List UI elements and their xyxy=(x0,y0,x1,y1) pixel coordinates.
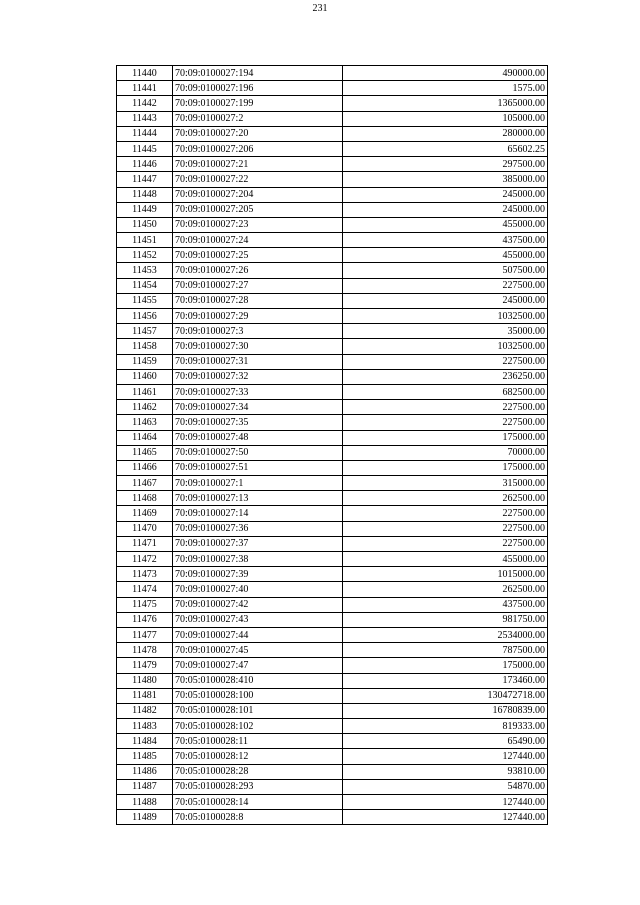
table-row xyxy=(117,567,548,582)
table-row xyxy=(117,263,548,278)
cadastral-number-cell: 70:05:0100028:12 xyxy=(173,749,343,764)
cadastral-value-cell: 65490.00 xyxy=(343,734,548,749)
row-number-cell: 11469 xyxy=(117,506,173,521)
cadastral-value-cell: 35000.00 xyxy=(343,324,548,339)
cadastral-value-cell: 455000.00 xyxy=(343,217,548,232)
table-row xyxy=(117,810,548,825)
row-number-cell: 11450 xyxy=(117,217,173,232)
row-number-cell: 11471 xyxy=(117,536,173,551)
cadastral-number-cell: 70:05:0100028:100 xyxy=(173,688,343,703)
row-number-cell: 11476 xyxy=(117,612,173,627)
row-number-cell: 11447 xyxy=(117,172,173,187)
cadastral-value-cell: 227500.00 xyxy=(343,415,548,430)
table-row xyxy=(117,521,548,536)
cadastral-value-cell: 65602.25 xyxy=(343,141,548,156)
table-row xyxy=(117,673,548,688)
table-row xyxy=(117,643,548,658)
cadastral-number-cell: 70:09:0100027:26 xyxy=(173,263,343,278)
row-number-cell: 11459 xyxy=(117,354,173,369)
cadastral-number-cell: 70:09:0100027:34 xyxy=(173,400,343,415)
row-number-cell: 11486 xyxy=(117,764,173,779)
cadastral-number-cell: 70:09:0100027:21 xyxy=(173,157,343,172)
cadastral-number-cell: 70:09:0100027:3 xyxy=(173,324,343,339)
row-number-cell: 11455 xyxy=(117,293,173,308)
row-number-cell: 11463 xyxy=(117,415,173,430)
cadastral-value-cell: 262500.00 xyxy=(343,491,548,506)
row-number-cell: 11484 xyxy=(117,734,173,749)
row-number-cell: 11487 xyxy=(117,779,173,794)
row-number-cell: 11480 xyxy=(117,673,173,688)
row-number-cell: 11485 xyxy=(117,749,173,764)
table-row xyxy=(117,506,548,521)
row-number-cell: 11441 xyxy=(117,81,173,96)
table-row xyxy=(117,491,548,506)
cadastral-number-cell: 70:09:0100027:42 xyxy=(173,597,343,612)
cadastral-value-cell: 682500.00 xyxy=(343,384,548,399)
cadastral-number-cell: 70:09:0100027:25 xyxy=(173,248,343,263)
cadastral-number-cell: 70:05:0100028:410 xyxy=(173,673,343,688)
cadastral-value-cell: 819333.00 xyxy=(343,719,548,734)
cadastral-value-cell: 93810.00 xyxy=(343,764,548,779)
cadastral-value-cell: 70000.00 xyxy=(343,445,548,460)
cadastral-value-cell: 2534000.00 xyxy=(343,627,548,642)
table-row xyxy=(117,126,548,141)
table-row xyxy=(117,536,548,551)
row-number-cell: 11445 xyxy=(117,141,173,156)
row-number-cell: 11473 xyxy=(117,567,173,582)
cadastral-value-cell: 297500.00 xyxy=(343,157,548,172)
cadastral-value-cell: 1575.00 xyxy=(343,81,548,96)
cadastral-number-cell: 70:09:0100027:33 xyxy=(173,384,343,399)
cadastral-value-cell: 437500.00 xyxy=(343,597,548,612)
cadastral-number-cell: 70:09:0100027:22 xyxy=(173,172,343,187)
cadastral-number-cell: 70:05:0100028:28 xyxy=(173,764,343,779)
table-row xyxy=(117,779,548,794)
row-number-cell: 11444 xyxy=(117,126,173,141)
row-number-cell: 11461 xyxy=(117,384,173,399)
cadastral-number-cell: 70:09:0100027:40 xyxy=(173,582,343,597)
cadastral-number-cell: 70:09:0100027:199 xyxy=(173,96,343,111)
row-number-cell: 11453 xyxy=(117,263,173,278)
cadastral-value-cell: 227500.00 xyxy=(343,536,548,551)
table-row xyxy=(117,202,548,217)
row-number-cell: 11464 xyxy=(117,430,173,445)
cadastral-value-cell: 175000.00 xyxy=(343,430,548,445)
row-number-cell: 11465 xyxy=(117,445,173,460)
table-body xyxy=(117,66,548,825)
cadastral-value-cell: 507500.00 xyxy=(343,263,548,278)
cadastral-value-cell: 315000.00 xyxy=(343,476,548,491)
row-number-cell: 11448 xyxy=(117,187,173,202)
table-row xyxy=(117,552,548,567)
table-row xyxy=(117,445,548,460)
cadastral-number-cell: 70:09:0100027:205 xyxy=(173,202,343,217)
row-number-cell: 11474 xyxy=(117,582,173,597)
cadastral-value-cell: 787500.00 xyxy=(343,643,548,658)
cadastral-number-cell: 70:05:0100028:14 xyxy=(173,795,343,810)
table-row xyxy=(117,688,548,703)
cadastral-number-cell: 70:09:0100027:204 xyxy=(173,187,343,202)
cadastral-number-cell: 70:09:0100027:29 xyxy=(173,309,343,324)
cadastral-value-cell: 173460.00 xyxy=(343,673,548,688)
cadastral-number-cell: 70:09:0100027:45 xyxy=(173,643,343,658)
cadastral-number-cell: 70:09:0100027:44 xyxy=(173,627,343,642)
table-row xyxy=(117,476,548,491)
table-row xyxy=(117,400,548,415)
row-number-cell: 11460 xyxy=(117,369,173,384)
row-number-cell: 11472 xyxy=(117,552,173,567)
row-number-cell: 11456 xyxy=(117,309,173,324)
table-row xyxy=(117,703,548,718)
cadastral-value-cell: 127440.00 xyxy=(343,810,548,825)
cadastral-number-cell: 70:09:0100027:36 xyxy=(173,521,343,536)
cadastral-value-cell: 1032500.00 xyxy=(343,309,548,324)
row-number-cell: 11477 xyxy=(117,627,173,642)
row-number-cell: 11482 xyxy=(117,703,173,718)
row-number-cell: 11442 xyxy=(117,96,173,111)
cadastral-value-cell: 245000.00 xyxy=(343,187,548,202)
table-row xyxy=(117,81,548,96)
cadastral-value-cell: 54870.00 xyxy=(343,779,548,794)
table-row xyxy=(117,157,548,172)
table-row xyxy=(117,384,548,399)
table-row xyxy=(117,187,548,202)
cadastral-value-table xyxy=(116,65,548,825)
cadastral-value-cell: 227500.00 xyxy=(343,278,548,293)
cadastral-number-cell: 70:09:0100027:1 xyxy=(173,476,343,491)
cadastral-number-cell: 70:09:0100027:194 xyxy=(173,66,343,81)
cadastral-number-cell: 70:05:0100028:101 xyxy=(173,703,343,718)
cadastral-value-cell: 127440.00 xyxy=(343,749,548,764)
table-row xyxy=(117,612,548,627)
cadastral-number-cell: 70:09:0100027:48 xyxy=(173,430,343,445)
table-row xyxy=(117,233,548,248)
cadastral-number-cell: 70:09:0100027:24 xyxy=(173,233,343,248)
table-row xyxy=(117,66,548,81)
table-row xyxy=(117,172,548,187)
cadastral-number-cell: 70:09:0100027:196 xyxy=(173,81,343,96)
row-number-cell: 11462 xyxy=(117,400,173,415)
row-number-cell: 11458 xyxy=(117,339,173,354)
row-number-cell: 11466 xyxy=(117,460,173,475)
table-row xyxy=(117,141,548,156)
cadastral-number-cell: 70:05:0100028:102 xyxy=(173,719,343,734)
cadastral-value-cell: 490000.00 xyxy=(343,66,548,81)
cadastral-value-cell: 236250.00 xyxy=(343,369,548,384)
cadastral-value-cell: 175000.00 xyxy=(343,460,548,475)
table-row xyxy=(117,460,548,475)
table-row xyxy=(117,749,548,764)
cadastral-value-cell: 227500.00 xyxy=(343,506,548,521)
cadastral-number-cell: 70:09:0100027:31 xyxy=(173,354,343,369)
cadastral-value-cell: 227500.00 xyxy=(343,521,548,536)
cadastral-value-cell: 280000.00 xyxy=(343,126,548,141)
page-number: 231 xyxy=(312,3,328,14)
cadastral-value-cell: 385000.00 xyxy=(343,172,548,187)
row-number-cell: 11468 xyxy=(117,491,173,506)
cadastral-value-cell: 455000.00 xyxy=(343,552,548,567)
table-row xyxy=(117,354,548,369)
cadastral-number-cell: 70:09:0100027:38 xyxy=(173,552,343,567)
cadastral-value-cell: 455000.00 xyxy=(343,248,548,263)
cadastral-value-cell: 127440.00 xyxy=(343,795,548,810)
cadastral-value-cell: 981750.00 xyxy=(343,612,548,627)
row-number-cell: 11440 xyxy=(117,66,173,81)
row-number-cell: 11449 xyxy=(117,202,173,217)
row-number-cell: 11478 xyxy=(117,643,173,658)
cadastral-value-cell: 262500.00 xyxy=(343,582,548,597)
table-row xyxy=(117,324,548,339)
cadastral-value-cell: 175000.00 xyxy=(343,658,548,673)
row-number-cell: 11451 xyxy=(117,233,173,248)
row-number-cell: 11446 xyxy=(117,157,173,172)
row-number-cell: 11467 xyxy=(117,476,173,491)
table-row xyxy=(117,415,548,430)
cadastral-number-cell: 70:09:0100027:28 xyxy=(173,293,343,308)
table-row xyxy=(117,795,548,810)
table-row xyxy=(117,339,548,354)
table-row xyxy=(117,734,548,749)
cadastral-number-cell: 70:09:0100027:51 xyxy=(173,460,343,475)
cadastral-number-cell: 70:05:0100028:8 xyxy=(173,810,343,825)
table-row xyxy=(117,597,548,612)
cadastral-value-cell: 227500.00 xyxy=(343,400,548,415)
cadastral-value-cell: 1365000.00 xyxy=(343,96,548,111)
row-number-cell: 11483 xyxy=(117,719,173,734)
table-row xyxy=(117,658,548,673)
row-number-cell: 11488 xyxy=(117,795,173,810)
row-number-cell: 11479 xyxy=(117,658,173,673)
table-row xyxy=(117,217,548,232)
cadastral-number-cell: 70:09:0100027:32 xyxy=(173,369,343,384)
cadastral-number-cell: 70:09:0100027:37 xyxy=(173,536,343,551)
row-number-cell: 11475 xyxy=(117,597,173,612)
cadastral-number-cell: 70:09:0100027:50 xyxy=(173,445,343,460)
table-row xyxy=(117,719,548,734)
cadastral-number-cell: 70:09:0100027:206 xyxy=(173,141,343,156)
cadastral-number-cell: 70:09:0100027:23 xyxy=(173,217,343,232)
cadastral-number-cell: 70:09:0100027:27 xyxy=(173,278,343,293)
row-number-cell: 11489 xyxy=(117,810,173,825)
cadastral-value-cell: 1015000.00 xyxy=(343,567,548,582)
cadastral-number-cell: 70:09:0100027:14 xyxy=(173,506,343,521)
table-row xyxy=(117,96,548,111)
cadastral-number-cell: 70:09:0100027:47 xyxy=(173,658,343,673)
table-row xyxy=(117,369,548,384)
cadastral-number-cell: 70:09:0100027:43 xyxy=(173,612,343,627)
cadastral-number-cell: 70:05:0100028:293 xyxy=(173,779,343,794)
row-number-cell: 11481 xyxy=(117,688,173,703)
row-number-cell: 11452 xyxy=(117,248,173,263)
table-row xyxy=(117,764,548,779)
table-row xyxy=(117,430,548,445)
table-row xyxy=(117,278,548,293)
cadastral-value-cell: 227500.00 xyxy=(343,354,548,369)
cadastral-value-cell: 105000.00 xyxy=(343,111,548,126)
row-number-cell: 11470 xyxy=(117,521,173,536)
cadastral-value-cell: 130472718.00 xyxy=(343,688,548,703)
row-number-cell: 11457 xyxy=(117,324,173,339)
cadastral-value-cell: 245000.00 xyxy=(343,293,548,308)
row-number-cell: 11443 xyxy=(117,111,173,126)
cadastral-value-cell: 16780839.00 xyxy=(343,703,548,718)
cadastral-number-cell: 70:09:0100027:39 xyxy=(173,567,343,582)
cadastral-number-cell: 70:09:0100027:13 xyxy=(173,491,343,506)
cadastral-value-cell: 437500.00 xyxy=(343,233,548,248)
table-row xyxy=(117,293,548,308)
cadastral-number-cell: 70:05:0100028:11 xyxy=(173,734,343,749)
table-row xyxy=(117,582,548,597)
table-row xyxy=(117,111,548,126)
cadastral-value-cell: 1032500.00 xyxy=(343,339,548,354)
cadastral-value-cell: 245000.00 xyxy=(343,202,548,217)
row-number-cell: 11454 xyxy=(117,278,173,293)
table-row xyxy=(117,248,548,263)
table-row xyxy=(117,309,548,324)
cadastral-number-cell: 70:09:0100027:20 xyxy=(173,126,343,141)
cadastral-number-cell: 70:09:0100027:2 xyxy=(173,111,343,126)
cadastral-number-cell: 70:09:0100027:35 xyxy=(173,415,343,430)
table-row xyxy=(117,627,548,642)
cadastral-number-cell: 70:09:0100027:30 xyxy=(173,339,343,354)
